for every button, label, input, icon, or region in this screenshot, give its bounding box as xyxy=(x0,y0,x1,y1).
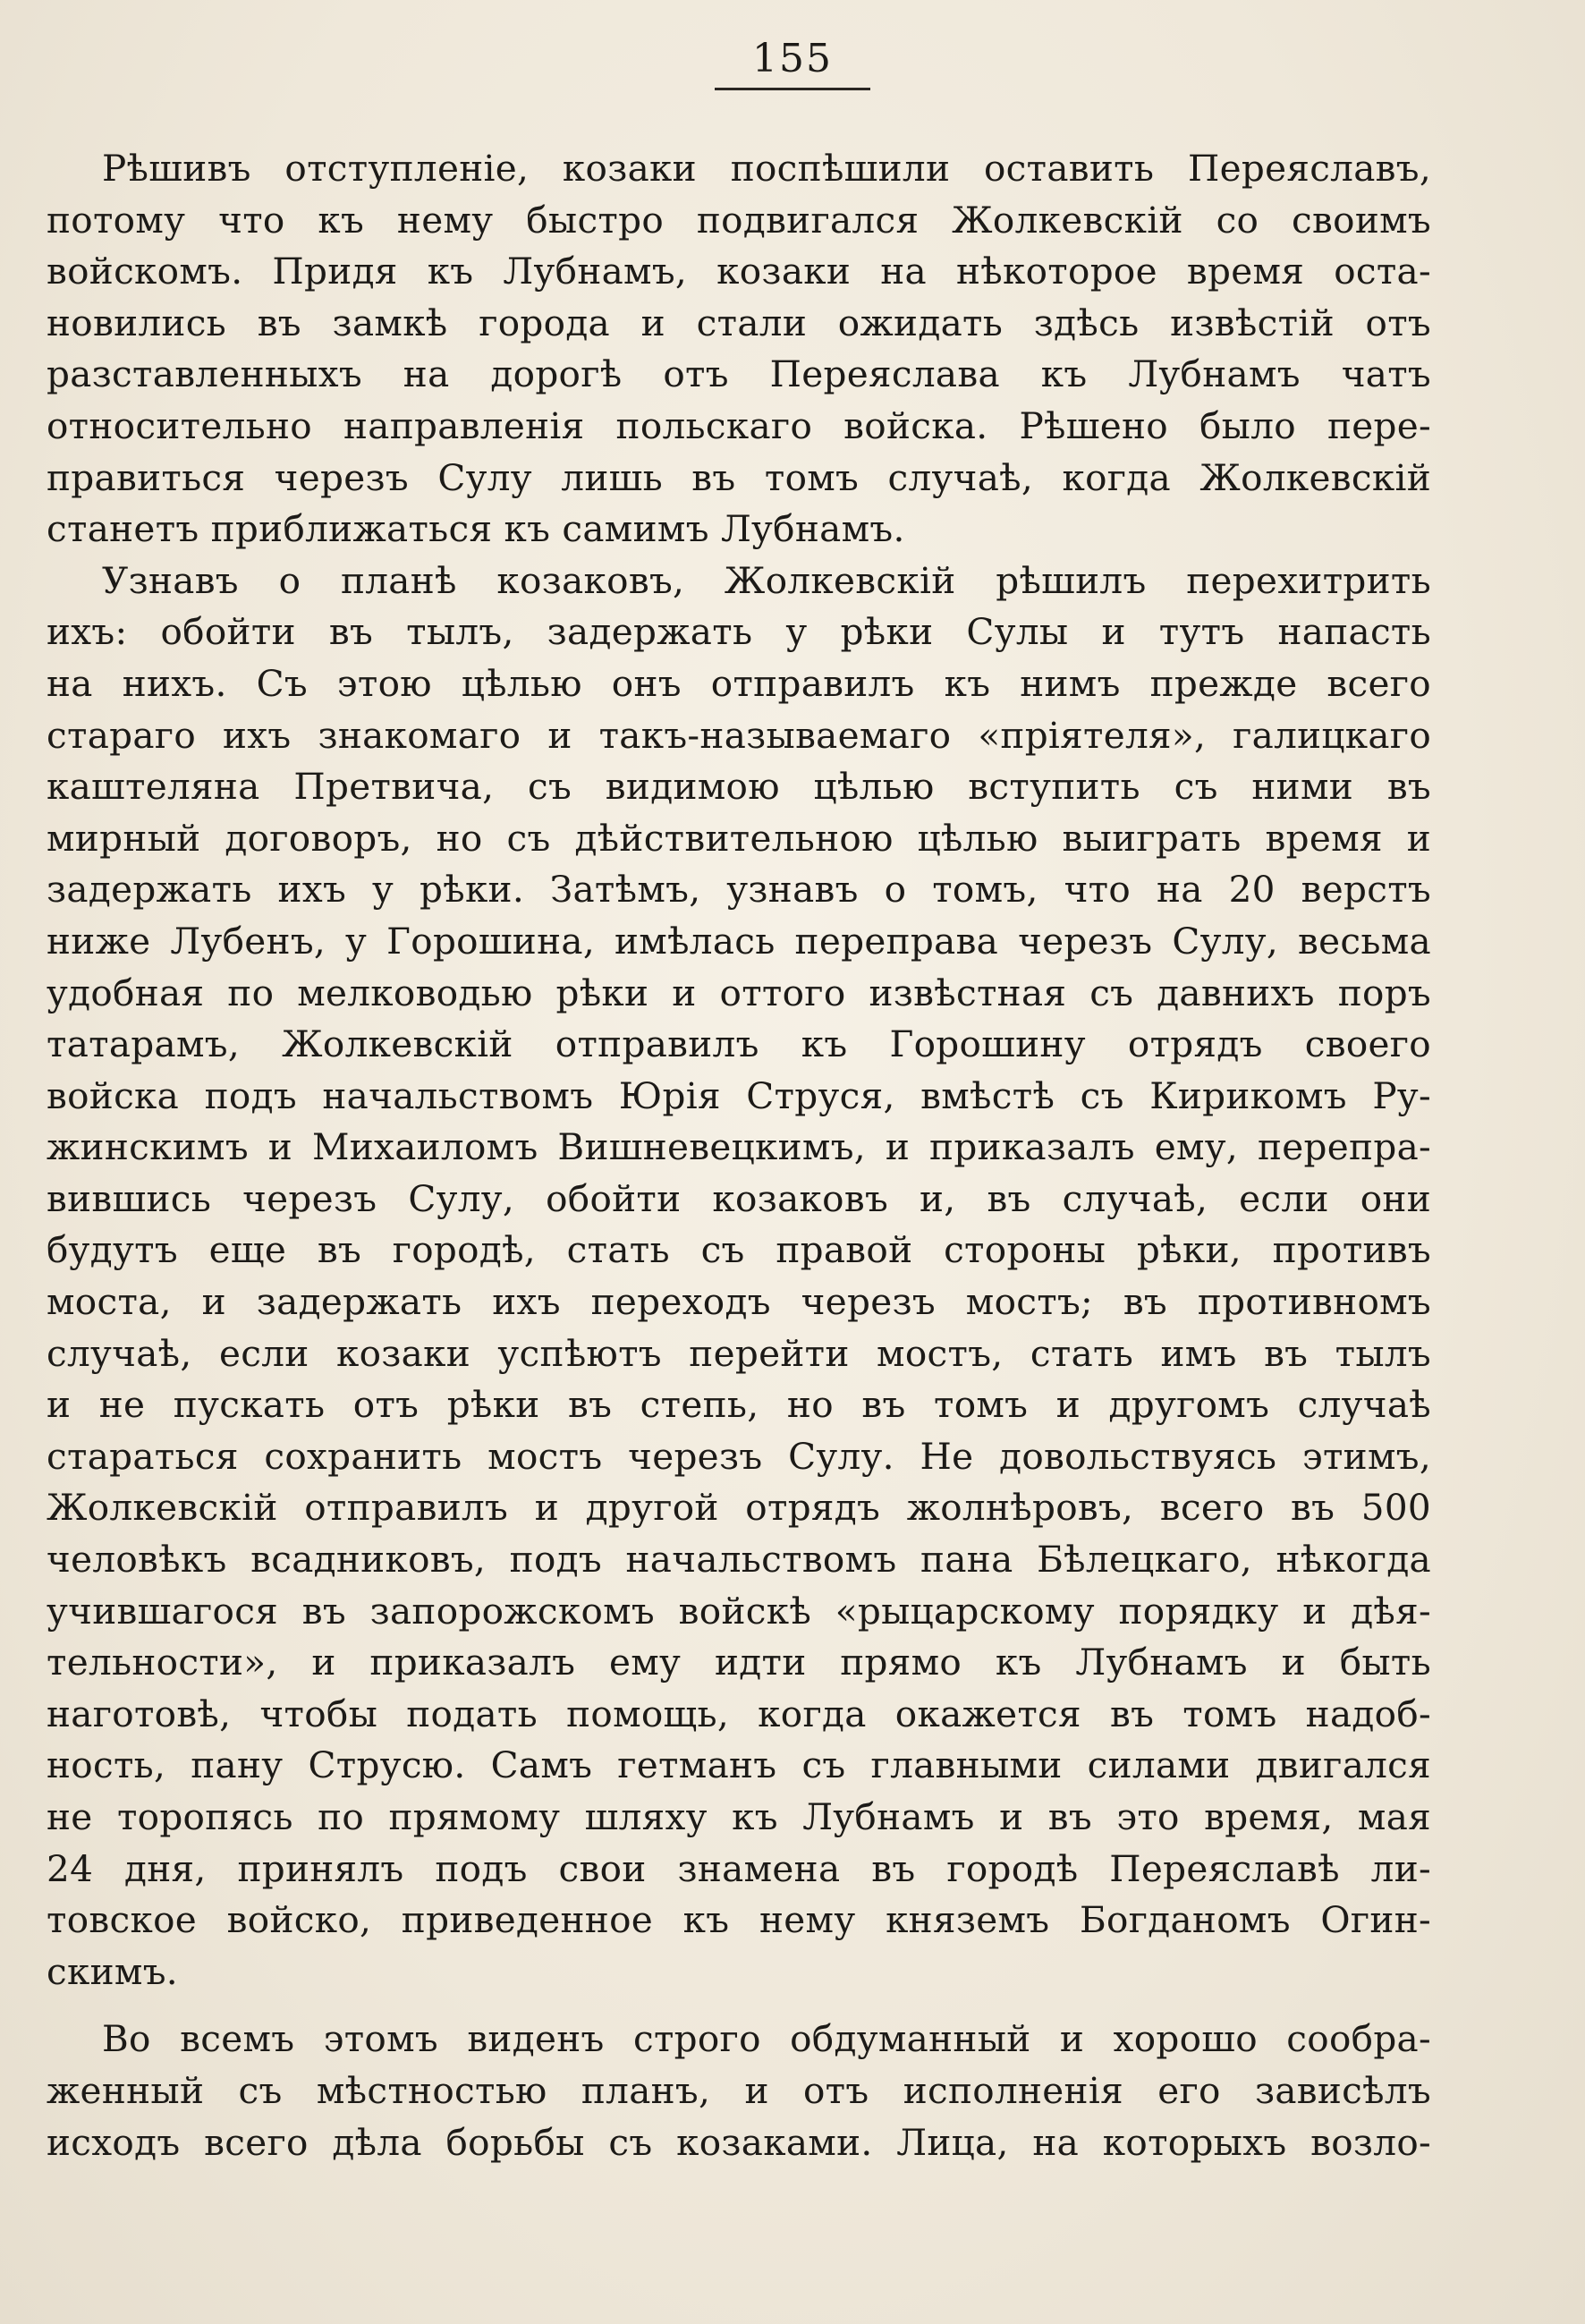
page-number: 155 xyxy=(715,38,870,90)
text-line: случаѣ, если козаки успѣютъ перейти мостъ, стать имъ въ тылъ xyxy=(47,1331,1431,1375)
text-line: жинскимъ и Михаиломъ Вишневецкимъ, и приказалъ ему, перепра- xyxy=(47,1125,1431,1169)
text-line: учившагося въ запорожскомъ войскѣ «рыцарскому порядку и дѣя- xyxy=(47,1589,1431,1633)
text-line: станетъ приближаться къ самимъ Лубнамъ. xyxy=(47,507,905,551)
text-line: исходъ всего дѣла борьбы съ козаками. Лица, на которыхъ возло- xyxy=(47,2120,1431,2164)
paragraph-3 xyxy=(47,2014,1431,2168)
text-line: разставленныхъ на дорогѣ отъ Переяслава къ Лубнамъ чатъ xyxy=(47,352,1431,396)
text-line: тельности», и приказалъ ему идти прямо къ Лубнамъ и быть xyxy=(47,1641,1431,1684)
text-line: правиться черезъ Сулу лишь въ томъ случаѣ, когда Жолкевскій xyxy=(47,455,1431,499)
text-line: Узнавъ о планѣ козаковъ, Жолкевскій рѣшилъ перехитрить xyxy=(102,558,1431,602)
text-line: товское войско, приведенное къ нему княземъ Богданомъ Огин- xyxy=(47,1898,1431,1942)
text-line: новились въ замкѣ города и стали ожидать здѣсь извѣстій отъ xyxy=(47,301,1431,344)
text-line: стараться сохранить мостъ черезъ Сулу. Не довольствуясь этимъ, xyxy=(47,1434,1431,1478)
text-line: не торопясь по прямому шляху къ Лубнамъ и въ это время, мая xyxy=(47,1795,1431,1838)
paragraph-1 xyxy=(47,143,1431,556)
text-line: ихъ: обойти въ тылъ, задержать у рѣки Сулы и тутъ напасть xyxy=(47,610,1431,654)
text-line: наготовѣ, чтобы подать помощь, когда окажется въ томъ надоб- xyxy=(47,1692,1431,1735)
text-line: Жолкевскій отправилъ и другой отрядъ жолнѣровъ, всего въ 500 xyxy=(47,1486,1431,1530)
text-line: потому что къ нему быстро подвигался Жолкевскій со своимъ xyxy=(47,198,1431,242)
text-line: и не пускать отъ рѣки въ степь, но въ томъ и другомъ случаѣ xyxy=(47,1383,1431,1427)
text-line: относительно направленія польскаго войска. Рѣшено было пере- xyxy=(47,403,1431,447)
text-line: будутъ еще въ городѣ, стать съ правой стороны рѣки, противъ xyxy=(47,1228,1431,1272)
text-line: Во всемъ этомъ виденъ строго обдуманный и хорошо сообра- xyxy=(102,2017,1431,2061)
text-line: вившись черезъ Сулу, обойти козаковъ и, въ случаѣ, если они xyxy=(47,1176,1431,1220)
text-body xyxy=(47,143,1431,2168)
text-line: ность, пану Струсю. Самъ гетманъ съ главными силами двигался xyxy=(47,1743,1431,1787)
text-line: татарамъ, Жолкевскій отправилъ къ Горошину отрядъ своего xyxy=(47,1022,1431,1066)
text-line: человѣкъ всадниковъ, подъ начальствомъ пана Бѣлецкаго, нѣкогда xyxy=(47,1538,1431,1582)
text-line: на нихъ. Съ этою цѣлью онъ отправилъ къ нимъ прежде всего xyxy=(47,661,1431,705)
text-line: войска подъ начальствомъ Юрія Струся, вмѣстѣ съ Кирикомъ Ру- xyxy=(47,1073,1431,1117)
text-line: войскомъ. Придя къ Лубнамъ, козаки на нѣкоторое время оста- xyxy=(47,250,1431,293)
text-line: задержать ихъ у рѣки. Затѣмъ, узнавъ о томъ, что на 20 верстъ xyxy=(47,868,1431,912)
text-line: ниже Лубенъ, у Горошина, имѣлась переправа черезъ Сулу, весьма xyxy=(47,919,1431,963)
paragraph-2 xyxy=(47,556,1431,1998)
text-line: удобная по мелководью рѣки и оттого извѣстная съ давнихъ поръ xyxy=(47,971,1431,1014)
text-line: мирный договоръ, но съ дѣйствительною цѣлью выиграть время и xyxy=(47,816,1431,860)
text-line: 24 дня, принялъ подъ свои знамена въ городѣ Переяславѣ ли- xyxy=(47,1846,1431,1890)
text-line: скимъ. xyxy=(47,1949,178,1993)
text-line: стараго ихъ знакомаго и такъ-называемаго «пріятеля», галицкаго xyxy=(47,713,1431,757)
text-line: моста, и задержать ихъ переходъ черезъ мостъ; въ противномъ xyxy=(47,1280,1431,1324)
page-header xyxy=(0,38,1585,90)
text-line: женный съ мѣстностью планъ, и отъ исполненія его зависѣлъ xyxy=(47,2068,1431,2112)
text-line: Рѣшивъ отступленіе, козаки поспѣшили оставить Переяславъ, xyxy=(102,147,1431,190)
text-line: каштеляна Претвича, съ видимою цѣлью вступить съ ними въ xyxy=(47,765,1431,809)
